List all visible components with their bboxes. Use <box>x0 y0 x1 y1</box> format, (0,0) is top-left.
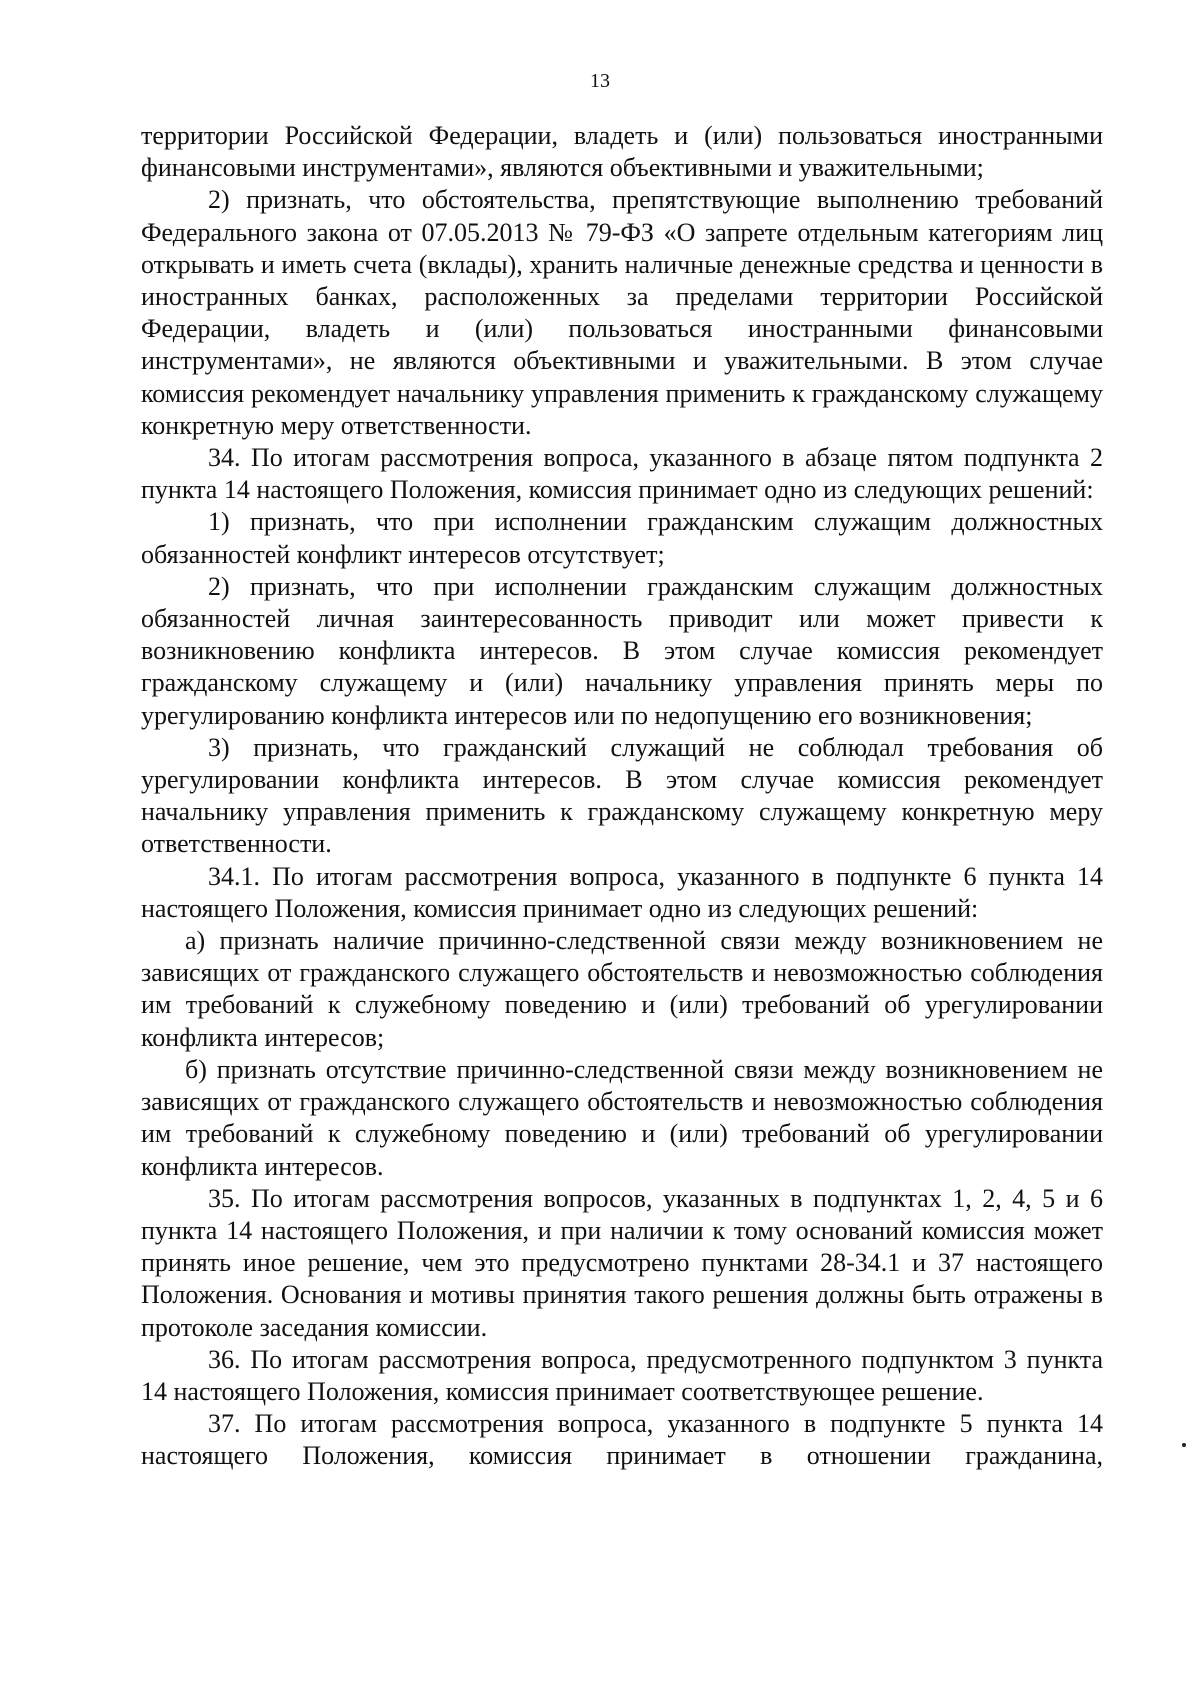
paragraph-37: 37. По итогам рассмотрения вопроса, указанного в подпункте 5 пункта 14 настоящего Положения, комиссия принимает в отношении гражданина, <box>141 1409 1103 1471</box>
paragraph-34-1-item-b: б) признать отсутствие причинно-следственной связи между возникновением не зависящих от гражданского служащего обстоятельств и невозможностью соблюдения им требований к служебному поведению и (или) требований об урегулировании конфликта интересов. <box>141 1054 1103 1181</box>
paragraph-35: 35. По итогам рассмотрения вопросов, указанных в подпунктах 1, 2, 4, 5 и 6 пункта 14 настоящего Положения, и при наличии к тому оснований комиссия может принять иное решение, чем это предусмотрено пунктами 28-34.1 и 37 настоящего Положения. Основания и мотивы принятия такого решения должны быть отражены в протоколе заседания комиссии. <box>141 1183 1103 1342</box>
document-body <box>141 120 1103 1473</box>
paragraph-continuation: территории Российской Федерации, владеть и (или) пользоваться иностранными финансовыми инструментами», являются объективными и уважительными; <box>141 121 1103 183</box>
paragraph-34-item-1: 1) признать, что при исполнении гражданским служащим должностных обязанностей конфликт интересов отсутствует; <box>141 507 1103 569</box>
paragraph-34-1-item-a: а) признать наличие причинно-следственной связи между возникновением не зависящих от гражданского служащего обстоятельств и невозможностью соблюдения им требований к служебному поведению и (или) требований об урегулировании конфликта интересов; <box>141 926 1103 1052</box>
paragraph-34-1: 34.1. По итогам рассмотрения вопроса, указанного в подпункте 6 пункта 14 настоящего Положения, комиссия принимает одно из следующих решений: <box>141 861 1103 923</box>
paragraph-36: 36. По итогам рассмотрения вопроса, предусмотренного подпунктом 3 пункта 14 настоящего Положения, комиссия принимает соответствующее решение. <box>141 1344 1103 1406</box>
paragraph-34: 34. По итогам рассмотрения вопроса, указанного в абзаце пятом подпункта 2 пункта 14 настоящего Положения, комиссия принимает одно из следующих решений: <box>141 443 1103 505</box>
scan-dot-mark <box>1182 1443 1186 1447</box>
paragraph-34-item-3: 3) признать, что гражданский служащий не соблюдал требования об урегулировании конфликта интересов. В этом случае комиссия рекомендует начальнику управления применить к гражданскому служащему конкретную меру ответственности. <box>141 732 1103 859</box>
paragraph-33-item-2: 2) признать, что обстоятельства, препятствующие выполнению требований Федерального закона от 07.05.2013 № 79-ФЗ «О запрете отдельным категориям лиц открывать и иметь счета (вклады), хранить наличные денежные средства и ценности в иностранных банках, расположенных за пределами территории Российской Федерации, владеть и (или) пользоваться иностранными финансовыми инструментами», не являются объективными и уважительными. В этом случае комиссия рекомендует начальнику управления применить к гражданскому служащему конкретную меру ответственности. <box>141 185 1103 440</box>
page-number: 13 <box>590 70 610 92</box>
paragraph-34-item-2: 2) признать, что при исполнении гражданским служащим должностных обязанностей личная заинтересованность приводит или может привести к возникновению конфликта интересов. В этом случае комиссия рекомендует гражданскому служащему и (или) начальнику управления принять меры по урегулированию конфликта интересов или по недопущению его возникновения; <box>141 571 1103 730</box>
